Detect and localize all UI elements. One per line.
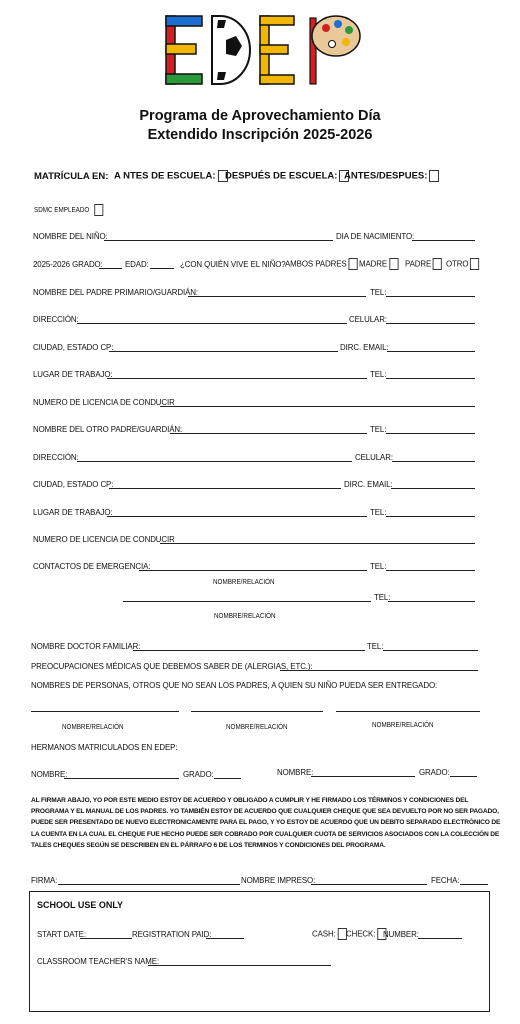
other-cell-field[interactable]	[392, 461, 475, 462]
age-field[interactable]	[150, 268, 174, 269]
sdmc-employee-label: SDMC EMPLEADO	[34, 206, 90, 214]
primary-work-tel-label: TEL:	[370, 369, 387, 379]
medical-concerns-field[interactable]	[280, 670, 478, 671]
sdmc-employee-checkbox[interactable]	[95, 204, 104, 216]
mother-label: MADRE	[359, 258, 388, 269]
enrollment-label: MATRÍCULA EN:	[34, 171, 109, 182]
emergency-contact-2-field[interactable]	[123, 601, 371, 602]
father-checkbox[interactable]	[433, 258, 442, 270]
sibling-2-grade-label: GRADO:	[419, 767, 450, 777]
emergency-label: CONTACTOS DE EMERGENCIA:	[33, 561, 151, 571]
before-after-checkbox[interactable]	[429, 170, 439, 182]
number-label: NUMBER:	[383, 929, 419, 939]
both-parents-checkbox[interactable]	[348, 258, 357, 270]
pickup-persons-label: NOMBRES DE PERSONAS, OTROS QUE NO SEAN LOS PADRES, A QUIEN SU NIÑO PUEDA SER ENTREGADO:	[31, 680, 438, 690]
other-checkbox[interactable]	[470, 258, 479, 270]
emergency-tel-1-label: TEL:	[370, 561, 387, 571]
primary-cell-label: CELULAR:	[349, 314, 387, 324]
sibling-1-name-field[interactable]	[64, 778, 179, 779]
other-option[interactable]	[446, 258, 480, 270]
other-address-label: DIRECCIÓN:	[33, 452, 79, 462]
other-tel-field[interactable]	[386, 433, 475, 434]
sibling-2-name-field[interactable]	[311, 776, 415, 777]
start-date-label: START DATE:	[37, 929, 86, 939]
father-label: PADRE	[405, 258, 432, 269]
primary-city-label: CIUDAD, ESTADO CP:	[33, 342, 114, 352]
check-label: CHECK:	[346, 928, 376, 939]
other-city-field[interactable]	[109, 488, 341, 489]
legal-agreement-text: AL FIRMAR ABAJO, YO POR ESTE MEDIO ESTOY DE ACUERDO Y OBLIGADO A CUMPLIR Y HE FIRMADO LOS TÉRMINOS Y CONDICIONES DEL PROGRAMA Y EL MANUAL DE LOS PADRES. YO TAMBIÉN ESTOY DE ACUERDO QUE CUALQUIER CHEQUE QUE SEA DEVUELTO POR NO SER PAGADO, PUEDE SER PRESENTADO DE NUEVO ELECTRONICAMENTE PARA EL PAGO, Y YO ESTOY DE ACUERDO QUE UN DEBITO SEPARADO ELECTRÓNICO DE LA CUENTA EN LA CUAL EL CHEQUE FUE HECHO PUEDE SER COBRADO POR CUALQUIER CUOTA DE SERVICIOS ASOCIADOS CON LA COLECCIÓN DE TALES CHEQUES SEGÚN SE DESCRIBEN EN EL PÁRRAFO 6 DE LOS TERMINOS Y CONDICIONES DEL PROGRAMA.	[31, 797, 501, 849]
signature-field[interactable]	[58, 884, 240, 885]
primary-email-label: DIRC. EMAIL:	[340, 342, 389, 352]
other-parent-name-field[interactable]	[170, 433, 367, 434]
both-parents-option[interactable]	[285, 258, 358, 270]
teacher-name-label: CLASSROOM TEACHER'S NAME:	[37, 956, 160, 966]
siblings-label: HERMANOS MATRICULADOS EN EDEP:	[31, 742, 178, 752]
registration-paid-label: REGISTRATION PAID:	[132, 929, 212, 939]
before-after-label: ANTES/DESPUES:	[344, 170, 428, 182]
school-use-title: SCHOOL USE ONLY	[37, 900, 124, 910]
primary-work-tel-field[interactable]	[386, 378, 475, 379]
sibling-1-grade-label: GRADO:	[183, 769, 214, 779]
start-date-field[interactable]	[80, 938, 132, 939]
other-license-field[interactable]	[160, 543, 475, 544]
primary-tel-field[interactable]	[386, 296, 475, 297]
before-school-label: A NTES DE ESCUELA:	[114, 170, 216, 182]
emergency-relation-2-caption: NOMBRE/RELACIÓN	[214, 613, 276, 620]
child-name-field[interactable]	[104, 240, 333, 241]
pickup-person-3-field[interactable]	[336, 711, 480, 712]
other-city-label: CIUDAD, ESTADO CP:	[33, 479, 114, 489]
doctor-label: NOMBRE DOCTOR FAMILIAR:	[31, 641, 141, 651]
other-cell-label: CELULAR:	[355, 452, 393, 462]
age-label: EDAD:	[125, 259, 149, 269]
grade-field[interactable]	[99, 268, 122, 269]
birth-date-field[interactable]	[412, 240, 475, 241]
primary-cell-field[interactable]	[386, 323, 475, 324]
other-label: OTRO	[446, 258, 469, 269]
both-parents-label: AMBOS PADRES	[285, 258, 347, 269]
logo-art	[160, 10, 365, 88]
other-work-field[interactable]	[107, 516, 367, 517]
teacher-name-field[interactable]	[148, 965, 331, 966]
emergency-tel-2-field[interactable]	[388, 601, 475, 602]
date-field[interactable]	[460, 884, 488, 885]
before-school-option[interactable]	[114, 170, 228, 182]
sibling-1-name-label: NOMBRE:	[31, 769, 68, 779]
doctor-tel-field[interactable]	[383, 650, 478, 651]
other-email-field[interactable]	[391, 488, 475, 489]
printed-name-field[interactable]	[311, 884, 427, 885]
after-school-label: DESPUÉS DE ESCUELA:	[225, 170, 338, 182]
form-title-line2: Extendido Inscripción 2025-2026	[147, 127, 373, 143]
child-name-label: NOMBRE DEL NIÑO:	[33, 231, 108, 241]
registration-paid-field[interactable]	[206, 938, 244, 939]
printed-name-label: NOMBRE IMPRESO:	[241, 875, 316, 885]
pickup-relation-2-caption: NOMBRE/RELACIÓN	[226, 724, 288, 731]
primary-license-label: NUMERO DE LICENCIA DE CONDUCIR	[33, 397, 175, 407]
sibling-2-name-label: NOMBRE:	[277, 767, 314, 777]
cash-label: CASH:	[312, 928, 336, 939]
father-option[interactable]	[405, 258, 442, 270]
primary-email-field[interactable]	[387, 351, 475, 352]
mother-option[interactable]	[359, 258, 398, 270]
sibling-2-grade-field[interactable]	[450, 776, 477, 777]
doctor-field[interactable]	[133, 650, 365, 651]
primary-parent-name-field[interactable]	[188, 296, 366, 297]
emergency-contact-1-field[interactable]	[139, 570, 367, 571]
other-work-tel-field[interactable]	[386, 516, 475, 517]
number-field[interactable]	[418, 938, 462, 939]
before-after-option[interactable]	[344, 170, 439, 182]
emergency-tel-1-field[interactable]	[386, 570, 475, 571]
check-option[interactable]	[346, 928, 386, 940]
other-work-tel-label: TEL:	[370, 507, 387, 517]
signature-label: FIRMA:	[31, 875, 58, 885]
other-tel-label: TEL:	[370, 424, 387, 434]
cash-option[interactable]	[312, 928, 347, 940]
sibling-1-grade-field[interactable]	[214, 778, 241, 779]
sdmc-employee-option[interactable]	[34, 204, 104, 216]
other-work-label: LUGAR DE TRABAJO:	[33, 507, 113, 517]
primary-work-field[interactable]	[107, 378, 367, 379]
pickup-relation-3-caption: NOMBRE/RELACIÓN	[372, 722, 434, 729]
other-address-field[interactable]	[77, 461, 352, 462]
other-license-label: NUMERO DE LICENCIA DE CONDUCIR	[33, 534, 175, 544]
other-email-label: DIRC. EMAIL:	[344, 479, 393, 489]
birth-date-label: DIA DE NACIMIENTO:	[336, 231, 415, 241]
primary-address-label: DIRECCIÓN:	[33, 314, 79, 324]
primary-license-field[interactable]	[160, 406, 475, 407]
pickup-relation-1-caption: NOMBRE/RELACIÓN	[62, 724, 124, 731]
primary-work-label: LUGAR DE TRABAJO:	[33, 369, 113, 379]
pickup-person-1-field[interactable]	[31, 711, 179, 712]
primary-city-field[interactable]	[109, 351, 338, 352]
after-school-option[interactable]	[225, 170, 349, 182]
medical-concerns-label: PREOCUPACIONES MÉDICAS QUE DEBEMOS SABER DE (ALERGIAS, ETC.):	[31, 661, 313, 671]
pickup-person-2-field[interactable]	[191, 711, 323, 712]
other-parent-name-label: NOMBRE DEL OTRO PADRE/GUARDIÁN:	[33, 424, 183, 434]
form-title-line1: Programa de Aprovechamiento Día	[139, 108, 381, 124]
primary-parent-name-label: NOMBRE DEL PADRE PRIMARIO/GUARDIÁN:	[33, 287, 199, 297]
emergency-tel-2-label: TEL:	[374, 592, 391, 602]
grade-label: 2025-2026 GRADO:	[33, 259, 103, 269]
mother-checkbox[interactable]	[389, 258, 398, 270]
lives-with-label: ¿CON QUIÉN VIVE EL NIÑO?	[180, 259, 286, 269]
primary-tel-label: TEL:	[370, 287, 387, 297]
emergency-relation-1-caption: NOMBRE/RELACIÓN	[213, 579, 275, 586]
date-label: FECHA:	[431, 875, 460, 885]
primary-address-field[interactable]	[77, 323, 347, 324]
doctor-tel-label: TEL:	[367, 641, 384, 651]
